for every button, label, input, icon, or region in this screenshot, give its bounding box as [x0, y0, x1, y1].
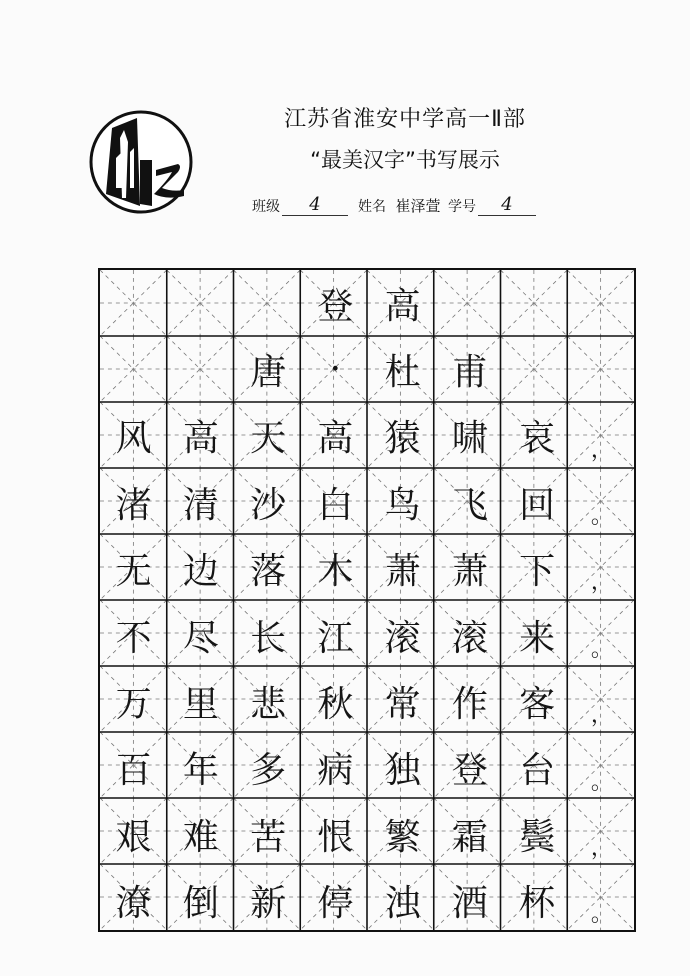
poem-char: 落 [250, 551, 287, 593]
poem-char: 回 [519, 484, 556, 526]
poem-char: 高 [182, 418, 219, 460]
punctuation-mark: ， [590, 437, 613, 463]
school-title: 江苏省淮安中学高一Ⅱ部 [284, 107, 526, 132]
poem-char: 边 [182, 551, 219, 593]
poem-char: 霜 [451, 816, 488, 858]
poem-author-char: 杜 [384, 352, 421, 394]
name-value: 崔泽萱 [395, 197, 441, 215]
event-title: “最美汉字”书写展示 [310, 148, 500, 172]
punctuation-mark: ， [590, 570, 613, 596]
poem-char: 年 [182, 750, 219, 792]
poem-char: 天 [250, 418, 287, 460]
poem-char: 长 [250, 617, 287, 659]
poem-char: 潦 [115, 883, 152, 925]
poem-char: 登 [451, 750, 488, 792]
poem-char: 百 [115, 750, 152, 792]
poem-char: 滚 [384, 617, 421, 659]
punctuation-mark: 。 [590, 504, 613, 530]
number-label: 学号 [448, 199, 476, 215]
punctuation-mark: ， [590, 836, 613, 862]
poem-char: 鸟 [384, 484, 421, 526]
poem-char: 台 [519, 750, 556, 792]
poem-title-char: 登 [317, 285, 354, 327]
poem-char: 悲 [250, 684, 287, 726]
poem-char: 独 [384, 750, 421, 792]
poem-char: 尽 [182, 617, 219, 659]
poem-char: 木 [317, 551, 354, 593]
poem-char: 沙 [250, 484, 287, 526]
poem-char: 苦 [250, 816, 287, 858]
poem-char: 萧 [451, 551, 488, 593]
poem-char: 滚 [451, 617, 488, 659]
poem-char: 难 [182, 816, 219, 858]
poem-char: 啸 [451, 418, 488, 460]
poem-char: 艰 [115, 816, 152, 858]
poem-char: 倒 [182, 883, 219, 925]
poem-author-char: 唐 [250, 352, 287, 394]
punctuation-mark: ， [590, 703, 613, 729]
punctuation-mark: 。 [590, 636, 613, 662]
name-label: 姓名 [358, 199, 386, 215]
poem-char: 作 [451, 684, 488, 726]
poem-char: 万 [115, 684, 152, 726]
poem-char: 浊 [384, 883, 421, 925]
poem-char: 来 [519, 617, 556, 659]
punctuation-mark: 。 [590, 902, 613, 928]
poem-char: 恨 [317, 816, 354, 858]
poem-char: 新 [250, 883, 287, 925]
poem-char: 哀 [519, 418, 556, 460]
poem-char: 鬓 [519, 816, 556, 858]
poem-char: 猿 [384, 418, 421, 460]
poem-char: 杯 [519, 883, 556, 925]
poem-char: 清 [182, 484, 219, 526]
poem-char: 里 [182, 684, 219, 726]
punctuation-mark: 。 [590, 769, 613, 795]
class-value: 4 [282, 195, 348, 216]
poem-author-char: · [329, 349, 342, 391]
poem-char: 下 [519, 551, 556, 593]
poem-char: 繁 [384, 816, 421, 858]
poem-char: 不 [115, 617, 152, 659]
poem-char: 多 [250, 750, 287, 792]
poem-char: 飞 [451, 484, 488, 526]
poem-char: 酒 [451, 883, 488, 925]
number-value: 4 [478, 195, 536, 216]
poem-char: 渚 [115, 484, 152, 526]
poem-char: 病 [317, 750, 354, 792]
poem-author-char: 甫 [451, 352, 488, 394]
poem-char: 客 [519, 684, 556, 726]
class-label: 班级 [252, 199, 280, 215]
poem-char: 停 [317, 883, 354, 925]
poem-title-char: 高 [384, 285, 421, 327]
poem-char: 高 [317, 418, 354, 460]
writing-grid [98, 268, 636, 932]
poem-char: 江 [317, 617, 354, 659]
poem-char: 风 [115, 418, 152, 460]
poem-char: 秋 [317, 684, 354, 726]
poem-char: 常 [384, 684, 421, 726]
poem-char: 白 [317, 484, 354, 526]
student-info [252, 188, 652, 216]
poem-char: 萧 [384, 551, 421, 593]
poem-char: 无 [115, 551, 152, 593]
